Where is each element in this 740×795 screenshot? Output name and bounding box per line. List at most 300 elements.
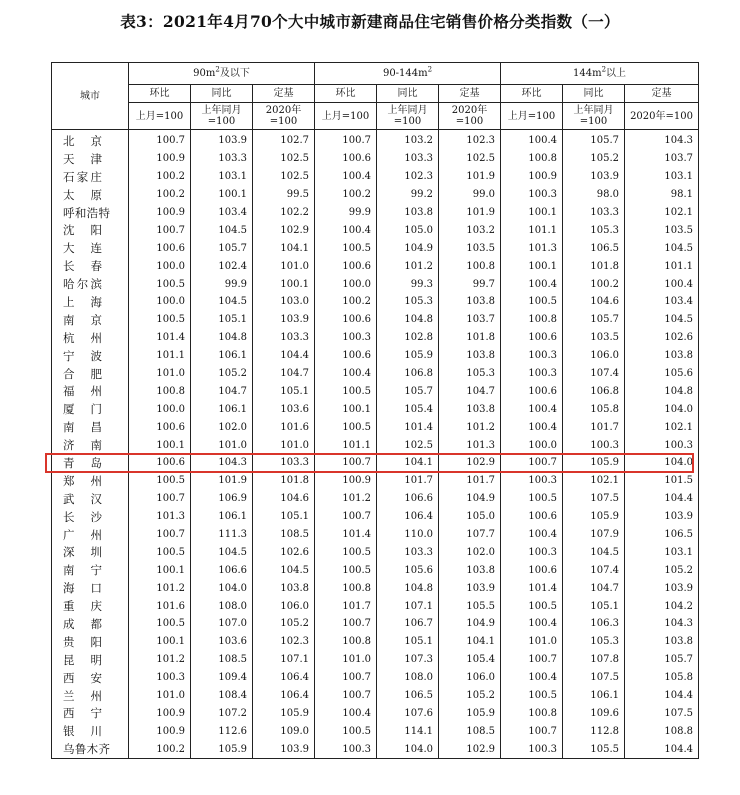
index-value: 100.9	[501, 168, 563, 186]
table-row	[52, 275, 699, 293]
index-value: 106.1	[563, 687, 625, 705]
index-value: 107.7	[439, 526, 501, 544]
city-name: 成都	[52, 615, 129, 633]
index-value: 101.7	[377, 472, 439, 490]
index-value: 100.4	[501, 130, 563, 150]
index-value: 100.6	[129, 239, 191, 257]
index-value: 104.5	[191, 543, 253, 561]
index-value: 104.7	[563, 579, 625, 597]
index-value: 105.2	[253, 615, 315, 633]
index-value: 105.3	[563, 221, 625, 239]
index-value: 104.8	[377, 579, 439, 597]
index-value: 106.6	[377, 490, 439, 508]
index-value: 100.7	[129, 130, 191, 150]
city-name: 武汉	[52, 490, 129, 508]
table-row	[52, 418, 699, 436]
index-value: 100.4	[501, 615, 563, 633]
index-value: 101.0	[129, 365, 191, 383]
city-name: 贵阳	[52, 633, 129, 651]
index-value: 104.2	[625, 597, 699, 615]
index-value: 103.7	[625, 150, 699, 168]
city-name: 上海	[52, 293, 129, 311]
table-row	[52, 579, 699, 597]
index-value: 105.7	[377, 382, 439, 400]
index-value: 100.1	[253, 275, 315, 293]
table-row	[52, 239, 699, 257]
index-value: 100.8	[501, 150, 563, 168]
index-value: 106.8	[563, 382, 625, 400]
index-value: 102.7	[253, 130, 315, 150]
index-value: 101.1	[501, 221, 563, 239]
index-value: 101.2	[315, 490, 377, 508]
index-value: 104.1	[439, 633, 501, 651]
index-value: 103.5	[563, 329, 625, 347]
index-value: 105.1	[377, 633, 439, 651]
index-value: 100.4	[315, 221, 377, 239]
base-header-yoy: 上年同月=100	[377, 103, 439, 130]
table-row	[52, 472, 699, 490]
index-value: 100.6	[501, 561, 563, 579]
index-value: 100.3	[501, 186, 563, 204]
index-value: 103.3	[377, 543, 439, 561]
index-value: 99.9	[315, 204, 377, 222]
sub-header-yoy: 同比	[377, 85, 439, 103]
table-row	[52, 722, 699, 740]
index-value: 106.9	[191, 490, 253, 508]
index-value: 99.7	[439, 275, 501, 293]
index-value: 100.6	[501, 382, 563, 400]
index-value: 99.9	[191, 275, 253, 293]
table-row	[52, 329, 699, 347]
index-value: 100.5	[315, 722, 377, 740]
index-value: 103.8	[439, 293, 501, 311]
city-name: 海口	[52, 579, 129, 597]
index-value: 100.6	[129, 454, 191, 472]
index-value: 102.5	[253, 150, 315, 168]
sub-header-fixed-base: 定基	[439, 85, 501, 103]
index-value: 104.5	[191, 221, 253, 239]
index-value: 108.0	[377, 669, 439, 687]
city-name: 南昌	[52, 418, 129, 436]
index-value: 105.8	[563, 400, 625, 418]
index-value: 106.5	[377, 687, 439, 705]
index-value: 102.6	[253, 543, 315, 561]
base-header-mom: 上月=100	[501, 103, 563, 130]
index-value: 103.2	[439, 221, 501, 239]
index-value: 100.5	[315, 239, 377, 257]
index-value: 100.8	[315, 579, 377, 597]
table-row	[52, 365, 699, 383]
city-name: 杭州	[52, 329, 129, 347]
table-row	[52, 687, 699, 705]
index-value: 103.6	[253, 400, 315, 418]
index-value: 100.4	[501, 669, 563, 687]
index-value: 104.3	[191, 454, 253, 472]
index-value: 100.5	[315, 382, 377, 400]
index-value: 103.9	[253, 311, 315, 329]
index-value: 100.2	[129, 186, 191, 204]
city-name: 南京	[52, 311, 129, 329]
index-value: 99.0	[439, 186, 501, 204]
index-value: 103.8	[625, 633, 699, 651]
index-value: 100.3	[501, 740, 563, 758]
index-value: 112.6	[191, 722, 253, 740]
index-value: 108.5	[191, 651, 253, 669]
index-value: 108.5	[439, 722, 501, 740]
index-value: 101.3	[501, 239, 563, 257]
index-value: 102.9	[439, 740, 501, 758]
base-header-yoy: 上年同月=100	[563, 103, 625, 130]
index-value: 104.9	[439, 615, 501, 633]
index-value: 105.9	[563, 454, 625, 472]
index-value: 105.4	[439, 651, 501, 669]
index-value: 103.3	[253, 454, 315, 472]
index-value: 105.5	[439, 597, 501, 615]
table-row	[52, 615, 699, 633]
index-value: 101.9	[191, 472, 253, 490]
index-value: 100.6	[315, 150, 377, 168]
city-name: 合肥	[52, 365, 129, 383]
index-value: 105.0	[439, 508, 501, 526]
index-value: 104.5	[253, 561, 315, 579]
index-value: 103.1	[191, 168, 253, 186]
group-header-large: $144m^2$以上	[501, 63, 699, 85]
index-value: 102.5	[377, 436, 439, 454]
index-value: 103.4	[191, 204, 253, 222]
index-value: 100.9	[129, 705, 191, 723]
index-value: 111.3	[191, 526, 253, 544]
index-value: 100.8	[129, 382, 191, 400]
index-value: 103.0	[253, 293, 315, 311]
index-value: 106.0	[563, 347, 625, 365]
index-value: 105.6	[377, 561, 439, 579]
index-value: 106.4	[253, 669, 315, 687]
index-value: 100.1	[501, 257, 563, 275]
index-value: 100.1	[191, 186, 253, 204]
index-value: 103.4	[625, 293, 699, 311]
index-value: 103.9	[563, 168, 625, 186]
index-value: 108.0	[191, 597, 253, 615]
city-name: 呼和浩特	[52, 204, 129, 222]
city-name: 长沙	[52, 508, 129, 526]
city-name: 昆明	[52, 651, 129, 669]
table-row	[52, 168, 699, 186]
city-name: 北京	[52, 130, 129, 150]
index-value: 104.8	[625, 382, 699, 400]
table-body	[52, 130, 699, 759]
index-value: 101.0	[253, 436, 315, 454]
table-row	[52, 150, 699, 168]
index-value: 100.9	[129, 150, 191, 168]
index-value: 104.1	[253, 239, 315, 257]
index-value: 110.0	[377, 526, 439, 544]
table-row	[52, 597, 699, 615]
index-value: 105.4	[377, 400, 439, 418]
index-value: 100.5	[501, 687, 563, 705]
index-value: 101.6	[253, 418, 315, 436]
index-value: 107.5	[563, 490, 625, 508]
index-value: 100.7	[315, 454, 377, 472]
index-value: 101.8	[439, 329, 501, 347]
index-value: 105.7	[563, 130, 625, 150]
index-value: 100.4	[315, 705, 377, 723]
index-value: 100.7	[315, 130, 377, 150]
index-value: 101.1	[129, 347, 191, 365]
index-value: 100.3	[563, 436, 625, 454]
index-value: 108.4	[191, 687, 253, 705]
index-value: 102.6	[625, 329, 699, 347]
city-name: 宁波	[52, 347, 129, 365]
index-value: 104.0	[377, 740, 439, 758]
index-value: 101.7	[315, 597, 377, 615]
index-value: 100.7	[315, 687, 377, 705]
index-value: 100.0	[129, 257, 191, 275]
index-value: 100.2	[315, 186, 377, 204]
city-name: 广州	[52, 526, 129, 544]
city-name: 西宁	[52, 705, 129, 723]
index-value: 104.9	[439, 490, 501, 508]
index-value: 109.0	[253, 722, 315, 740]
index-value: 101.3	[129, 508, 191, 526]
index-value: 102.9	[439, 454, 501, 472]
table-row	[52, 311, 699, 329]
index-value: 100.5	[315, 418, 377, 436]
index-value: 100.4	[501, 526, 563, 544]
price-index-table	[51, 62, 699, 759]
table-row	[52, 526, 699, 544]
index-value: 104.6	[253, 490, 315, 508]
index-value: 105.8	[625, 669, 699, 687]
index-value: 100.1	[501, 204, 563, 222]
index-value: 102.9	[253, 221, 315, 239]
index-value: 112.8	[563, 722, 625, 740]
index-value: 103.3	[563, 204, 625, 222]
index-value: 105.5	[563, 740, 625, 758]
index-value: 102.1	[625, 204, 699, 222]
index-value: 100.3	[315, 329, 377, 347]
index-value: 101.2	[129, 579, 191, 597]
index-value: 106.7	[377, 615, 439, 633]
index-value: 104.1	[377, 454, 439, 472]
index-value: 105.1	[563, 597, 625, 615]
index-value: 104.5	[625, 311, 699, 329]
index-value: 100.6	[501, 329, 563, 347]
sub-header-yoy: 同比	[563, 85, 625, 103]
index-value: 105.6	[625, 365, 699, 383]
index-value: 105.9	[191, 740, 253, 758]
index-value: 102.8	[377, 329, 439, 347]
index-value: 100.7	[129, 526, 191, 544]
index-value: 102.2	[253, 204, 315, 222]
index-value: 103.8	[439, 400, 501, 418]
city-name: 兰州	[52, 687, 129, 705]
index-value: 100.5	[315, 543, 377, 561]
index-value: 100.5	[129, 311, 191, 329]
index-value: 100.5	[315, 561, 377, 579]
index-value: 105.1	[253, 382, 315, 400]
index-value: 103.6	[191, 633, 253, 651]
index-value: 105.9	[377, 347, 439, 365]
index-value: 100.1	[129, 633, 191, 651]
city-name: 福州	[52, 382, 129, 400]
index-value: 100.4	[501, 418, 563, 436]
city-name: 哈尔滨	[52, 275, 129, 293]
index-value: 102.0	[439, 543, 501, 561]
table-row	[52, 740, 699, 758]
index-value: 107.0	[191, 615, 253, 633]
index-value: 105.9	[253, 705, 315, 723]
table-row	[52, 186, 699, 204]
index-value: 103.8	[253, 579, 315, 597]
index-value: 103.9	[439, 579, 501, 597]
index-value: 104.4	[625, 490, 699, 508]
table-row	[52, 204, 699, 222]
index-value: 99.5	[253, 186, 315, 204]
index-value: 101.5	[625, 472, 699, 490]
index-value: 101.0	[315, 651, 377, 669]
index-value: 100.7	[129, 221, 191, 239]
index-value: 99.2	[377, 186, 439, 204]
index-value: 100.7	[501, 454, 563, 472]
index-value: 106.4	[253, 687, 315, 705]
index-value: 100.1	[129, 436, 191, 454]
index-value: 107.3	[377, 651, 439, 669]
index-value: 103.3	[191, 150, 253, 168]
table-row	[52, 651, 699, 669]
index-value: 109.6	[563, 705, 625, 723]
index-value: 105.7	[563, 311, 625, 329]
index-value: 104.8	[191, 329, 253, 347]
index-value: 101.1	[315, 436, 377, 454]
index-value: 100.4	[501, 275, 563, 293]
index-value: 106.1	[191, 400, 253, 418]
index-value: 103.9	[253, 740, 315, 758]
table-row	[52, 257, 699, 275]
highlight-box	[45, 453, 694, 473]
city-name: 石家庄	[52, 168, 129, 186]
table-row	[52, 669, 699, 687]
index-value: 102.3	[377, 168, 439, 186]
index-value: 104.3	[625, 615, 699, 633]
index-value: 101.0	[191, 436, 253, 454]
index-value: 100.7	[315, 508, 377, 526]
index-value: 104.0	[625, 400, 699, 418]
index-value: 100.6	[315, 311, 377, 329]
index-value: 100.5	[129, 275, 191, 293]
index-value: 100.8	[315, 633, 377, 651]
index-value: 100.7	[315, 669, 377, 687]
table-row	[52, 382, 699, 400]
index-value: 101.2	[377, 257, 439, 275]
base-header-mom: 上月=100	[129, 103, 191, 130]
index-value: 104.0	[625, 454, 699, 472]
index-value: 114.1	[377, 722, 439, 740]
index-value: 107.9	[563, 526, 625, 544]
index-value: 101.8	[253, 472, 315, 490]
city-name: 重庆	[52, 597, 129, 615]
index-value: 100.2	[563, 275, 625, 293]
index-value: 104.8	[377, 311, 439, 329]
index-value: 100.6	[315, 347, 377, 365]
index-value: 104.3	[625, 130, 699, 150]
index-value: 107.4	[563, 561, 625, 579]
index-value: 106.4	[377, 508, 439, 526]
index-value: 104.7	[439, 382, 501, 400]
index-value: 105.0	[377, 221, 439, 239]
group-header-medium: $90-144m^2$	[315, 63, 501, 85]
city-name: 深圳	[52, 543, 129, 561]
index-value: 106.0	[439, 669, 501, 687]
index-value: 100.2	[129, 168, 191, 186]
index-value: 105.2	[563, 150, 625, 168]
index-value: 102.3	[253, 633, 315, 651]
index-value: 105.9	[563, 508, 625, 526]
index-value: 105.3	[377, 293, 439, 311]
index-value: 100.7	[501, 722, 563, 740]
index-value: 100.8	[501, 705, 563, 723]
table-row	[52, 400, 699, 418]
city-name: 大连	[52, 239, 129, 257]
city-name: 青岛	[52, 454, 129, 472]
index-value: 100.8	[501, 311, 563, 329]
index-value: 106.1	[191, 508, 253, 526]
index-value: 103.7	[439, 311, 501, 329]
index-value: 107.4	[563, 365, 625, 383]
index-value: 100.3	[315, 740, 377, 758]
table-row	[52, 221, 699, 239]
index-value: 102.5	[253, 168, 315, 186]
index-value: 101.2	[439, 418, 501, 436]
city-name: 西安	[52, 669, 129, 687]
index-value: 100.3	[501, 472, 563, 490]
index-value: 103.2	[377, 130, 439, 150]
index-value: 100.1	[315, 400, 377, 418]
base-header-fixed: 2020年=100	[625, 103, 699, 130]
index-value: 107.1	[253, 651, 315, 669]
index-value: 107.1	[377, 597, 439, 615]
group-header-small: $90m^2$及以下	[129, 63, 315, 85]
index-value: 107.5	[563, 669, 625, 687]
index-value: 100.0	[129, 293, 191, 311]
index-value: 100.2	[129, 740, 191, 758]
table-row	[52, 508, 699, 526]
index-value: 100.5	[129, 543, 191, 561]
city-name: 济南	[52, 436, 129, 454]
index-value: 100.4	[501, 400, 563, 418]
index-value: 102.1	[563, 472, 625, 490]
table-row	[52, 490, 699, 508]
index-value: 101.1	[625, 257, 699, 275]
index-value: 105.2	[625, 561, 699, 579]
index-value: 101.7	[439, 472, 501, 490]
index-value: 100.4	[625, 275, 699, 293]
sub-header-fixed-base: 定基	[253, 85, 315, 103]
city-name: 郑州	[52, 472, 129, 490]
table-row	[52, 705, 699, 723]
index-value: 100.1	[129, 561, 191, 579]
sub-header-fixed-base: 定基	[625, 85, 699, 103]
index-value: 100.3	[501, 365, 563, 383]
table-row	[52, 130, 699, 150]
table-row	[52, 347, 699, 365]
base-header-fixed: 2020年=100	[439, 103, 501, 130]
index-value: 106.6	[191, 561, 253, 579]
index-value: 104.9	[377, 239, 439, 257]
index-value: 99.3	[377, 275, 439, 293]
index-value: 106.8	[377, 365, 439, 383]
index-value: 101.7	[563, 418, 625, 436]
table-row	[52, 561, 699, 579]
